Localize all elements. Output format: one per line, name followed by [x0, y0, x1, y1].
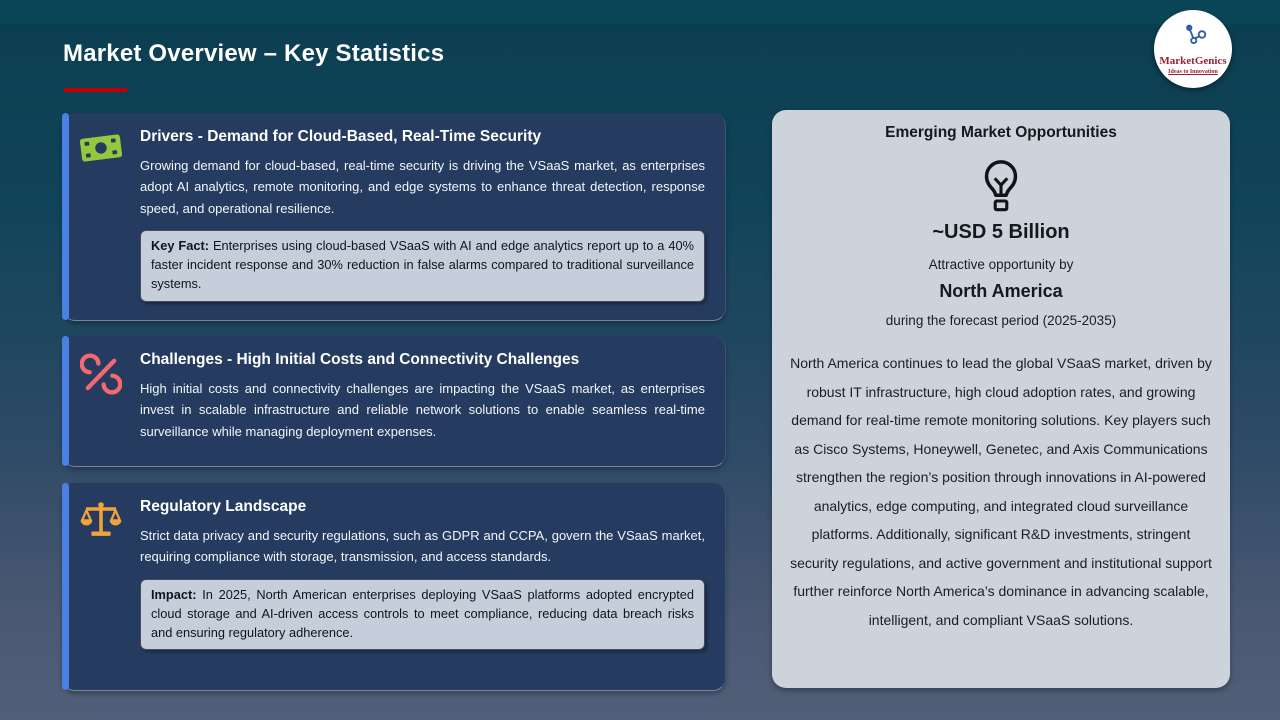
lightbulb-icon: [772, 158, 1230, 216]
opportunity-description: North America continues to lead the global VSaaS market, driven by robust IT infrastructure, high cloud adoption rates, and growing demand for real-time remote monitoring solutions. Key players such as Cisco Systems, Honeywell, Genetec, and Axis Communications strengthen the region’s position through innovations in AI-powered analytics, edge computing, and integrated cloud surveillance platforms. Additionally, significant R&D investments, stringent security regulations, and active government and institutional support further reinforce North America’s dominance in advancing scalable, intelligent, and compliant VSaaS solutions.: [790, 355, 1212, 628]
page-title: Market Overview – Key Statistics: [63, 40, 445, 67]
card-challenges: [62, 336, 726, 467]
impact-box: [140, 579, 705, 651]
impact-label: Impact:: [151, 586, 197, 602]
opportunity-panel: [772, 110, 1230, 688]
molecule-icon: [1178, 23, 1208, 54]
scales-icon: [62, 483, 140, 690]
card-title: Challenges - High Initial Costs and Connectivity Challenges: [140, 351, 580, 368]
impact-text: In 2025, North American enterprises deploying VSaaS platforms adopted encrypted cloud storage and AI-driven access controls to meet compliance, reducing data breach risks and ensuring regulatory adherence.: [151, 586, 694, 640]
card-body: Strict data privacy and security regulations, such as GDPR and CCPA, govern the VSaaS market, requiring compliance with storage, transmission, and access standards.: [140, 528, 705, 565]
title-underline: [64, 88, 127, 92]
opportunity-region: North America: [939, 281, 1063, 301]
card-drivers: [62, 113, 726, 321]
key-fact-box: [140, 230, 705, 302]
card-content: [140, 483, 725, 690]
top-bar: [0, 0, 1280, 24]
opportunity-subtitle: Attractive opportunity by: [928, 257, 1074, 272]
key-fact-text: Enterprises using cloud-based VSaaS with AI and edge analytics report up to a 40% faster incident response and 30% reduction in false alarms compared to traditional surveillance systems.: [151, 237, 694, 291]
logo-tagline: Ideas to Innovation: [1168, 68, 1218, 75]
card-body: Growing demand for cloud-based, real-time security is driving the VSaaS market, as enterprises adopt AI analytics, remote monitoring, and edge systems to enhance threat detection, response speed, and operational resilience.: [140, 158, 705, 216]
unlink-icon: [62, 336, 140, 466]
key-fact-label: Key Fact:: [151, 237, 209, 253]
marketgenics-logo: [1154, 10, 1232, 88]
panel-title: Emerging Market Opportunities: [885, 124, 1117, 141]
logo-name: MarketGenics: [1159, 55, 1227, 68]
opportunity-value: ~USD 5 Billion: [932, 221, 1070, 243]
card-content: [140, 113, 725, 320]
card-regulatory: [62, 483, 726, 691]
card-title: Regulatory Landscape: [140, 498, 307, 515]
opportunity-period: during the forecast period (2025-2035): [885, 313, 1117, 328]
card-body: High initial costs and connectivity challenges are impacting the VSaaS market, as enterprises invest in scalable infrastructure and reliable network solutions to enable seamless real-time surveillance while managing deployment expenses.: [140, 381, 705, 439]
money-bill-icon: [62, 113, 140, 320]
card-content: [140, 336, 725, 466]
card-title: Drivers - Demand for Cloud-Based, Real-Time Security: [140, 128, 542, 145]
